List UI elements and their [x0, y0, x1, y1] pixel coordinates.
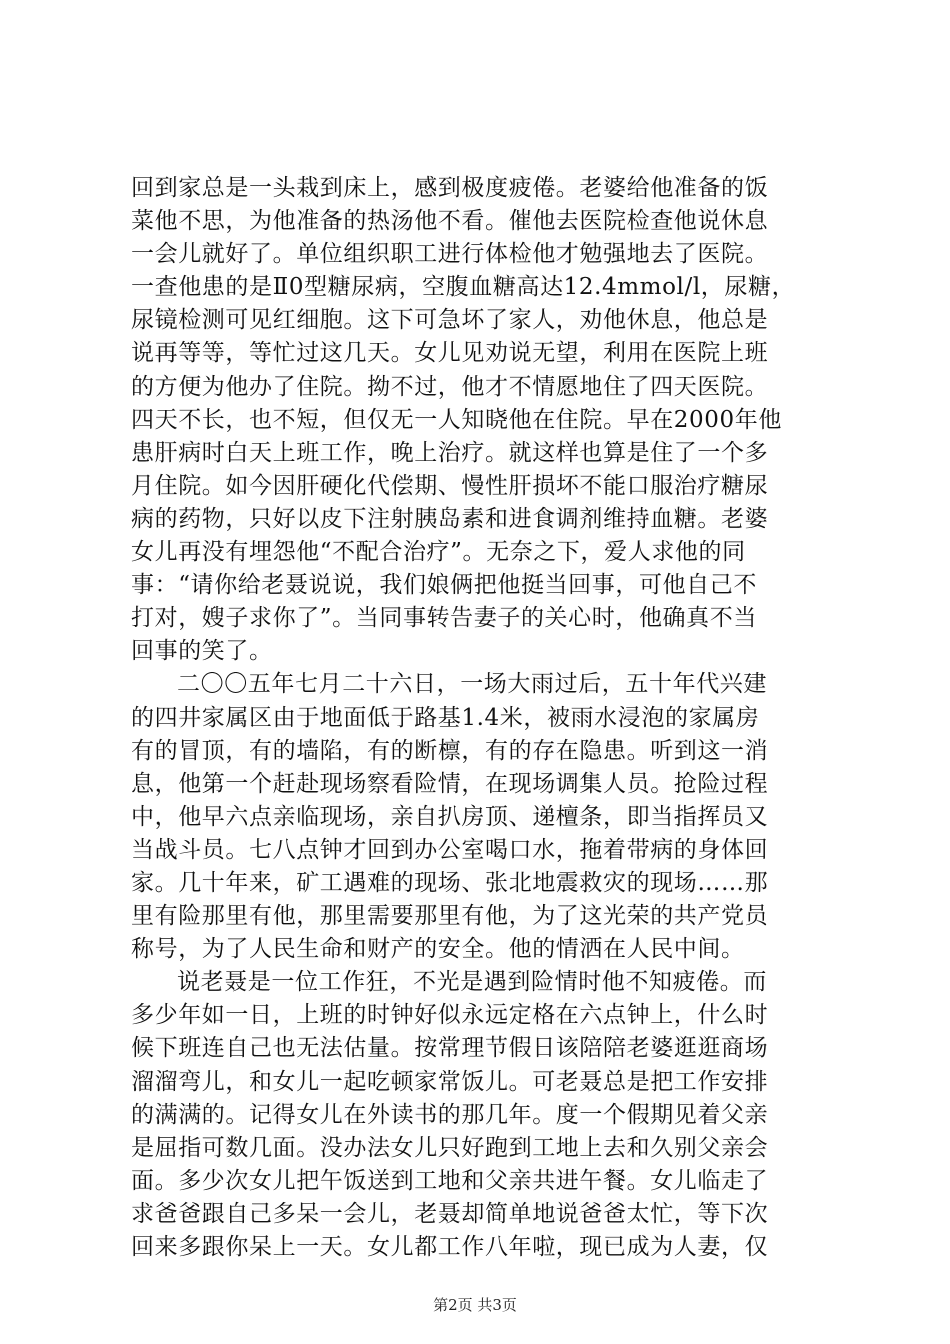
text-line: 二〇〇五年七月二十六日，一场大雨过后，五十年代兴建 [177, 671, 767, 698]
text-line: 月住院。如今因肝硬化代偿期、慢性肝损坏不能口服治疗糖尿 [131, 472, 769, 499]
text-line: 女儿再没有埋怨他“不配合治疗”。无奈之下，爱人求他的同 [131, 539, 746, 566]
text-line: 息，他第一个赶赴现场察看险情，在现场调集人员。抢险过程 [131, 770, 769, 797]
text-line: 当战斗员。七八点钟才回到办公室喝口水，拖着带病的身体回 [131, 836, 769, 863]
text-line: 多少年如一日，上班的时钟好似永远定格在六点钟上，什么时 [131, 1002, 769, 1029]
text-line: 说再等等，等忙过这几天。女儿见劝说无望，利用在医院上班 [131, 340, 769, 367]
text-line: 四天不长，也不短，但仅无一人知晓他在住院。早在2000年他 [131, 406, 782, 433]
text-line: 溜溜弯儿，和女儿一起吃顿家常饭儿。可老聂总是把工作安排 [131, 1068, 769, 1095]
text-line: 求爸爸跟自己多呆一会儿，老聂却简单地说爸爸太忙，等下次 [131, 1200, 769, 1227]
text-line: 患肝病时白天上班工作，晚上治疗。就这样也算是住了一个多 [131, 439, 769, 466]
text-line: 是屈指可数几面。没办法女儿只好跑到工地上去和久别父亲会 [131, 1134, 769, 1161]
text-line: 面。多少次女儿把午饭送到工地和父亲共进午餐。女儿临走了 [131, 1167, 769, 1194]
text-line: 一会儿就好了。单位组织职工进行体检他才勉强地去了医院。 [131, 241, 769, 268]
text-line: 菜他不思，为他准备的热汤他不看。催他去医院检查他说休息 [131, 208, 769, 235]
text-line: 回事的笑了。 [131, 638, 273, 665]
text-line: 的四井家属区由于地面低于路基1.4米，被雨水浸泡的家属房 [131, 704, 760, 731]
text-line: 的方便为他办了住院。拗不过，他才不情愿地住了四天医院。 [131, 373, 769, 400]
text-line: 事：“请你给老聂说说，我们娘俩把他挺当回事，可他自己不 [131, 572, 757, 599]
text-line: 候下班连自己也无法估量。按常理节假日该陪陪老婆逛逛商场 [131, 1035, 769, 1062]
text-line: 病的药物，只好以皮下注射胰岛素和进食调剂维持血糖。老婆 [131, 505, 769, 532]
text-line: 的满满的。记得女儿在外读书的那几年。度一个假期见着父亲 [131, 1101, 769, 1128]
text-line: 家。几十年来，矿工遇难的现场、张北地震救灾的现场……那 [131, 869, 769, 896]
body-text [131, 172, 831, 1264]
text-line: 中，他早六点亲临现场，亲自扒房顶、递檀条，即当指挥员又 [131, 803, 769, 830]
text-line: 回到家总是一头栽到床上，感到极度疲倦。老婆给他准备的饭 [131, 175, 769, 201]
text-line: 回来多跟你呆上一天。女儿都工作八年啦，现已成为人妻，仅 [131, 1234, 769, 1260]
text-line: 说老聂是一位工作狂，不光是遇到险情时他不知疲倦。而 [177, 969, 767, 996]
text-line: 里有险那里有他，那里需要那里有他，为了这光荣的共产党员 [131, 903, 769, 930]
text-line: 尿镜检测可见红细胞。这下可急坏了家人，劝他休息，他总是 [131, 307, 769, 334]
text-line: 有的冒顶，有的墙陷，有的断檩，有的存在隐患。听到这一消 [131, 737, 769, 764]
text-line: 称号，为了人民生命和财产的安全。他的情洒在人民中间。 [131, 936, 745, 963]
text-line: 打对，嫂子求你了”。当同事转告妻子的关心时，他确真不当 [131, 605, 757, 632]
page-footer: 第2页 共3页 [433, 1296, 517, 1314]
text-line: 一查他患的是Ⅱ0型糖尿病，空腹血糖高达12.4mmol/l，尿糖， [131, 274, 796, 301]
